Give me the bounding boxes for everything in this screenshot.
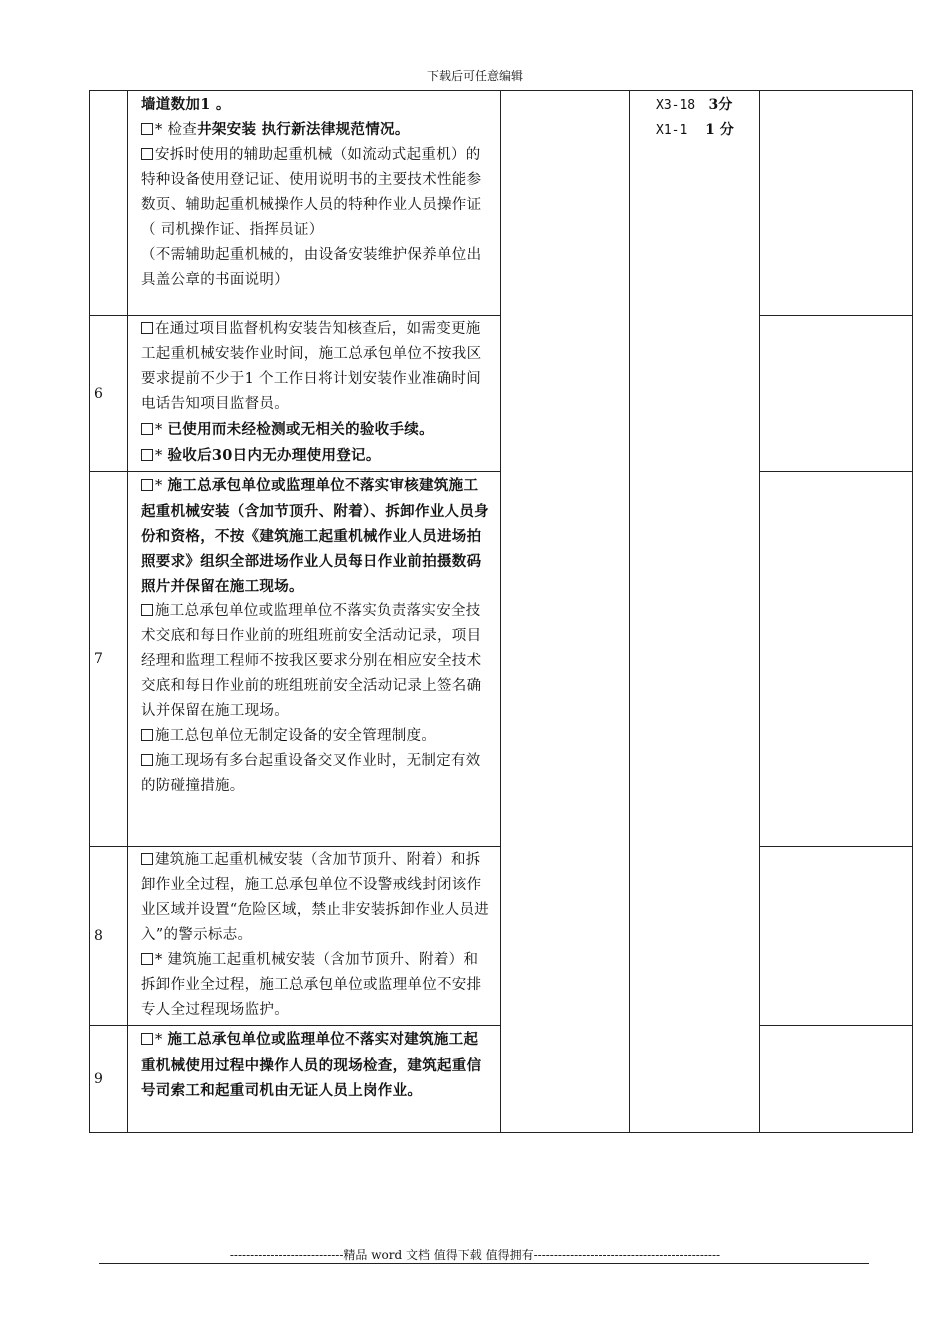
remark-cell: [760, 472, 913, 847]
check-item: [141, 417, 493, 443]
remark-cell: [760, 847, 913, 1026]
check-item: [141, 143, 493, 243]
score-code: X3-18: [656, 98, 696, 113]
item-text: 安拆时使用的辅助起重机械（如流动式起重机）的特种设备使用登记证、使用说明书的主要技术性能参数页、辅助起重机械操作人员的特种作业人员操作证（ 司机操作证、指挥员证）: [141, 147, 482, 238]
checkbox-icon: [141, 853, 153, 865]
row-content: [128, 91, 501, 316]
row-number: 6: [90, 316, 128, 472]
check-item: [141, 317, 493, 417]
remark-cell: [760, 91, 913, 316]
item-text: 施工总承包单位或监理单位不落实审核建筑施工起重机械安装（含加节顶升、附着）、拆卸作业人员身份和资格，不按《建筑施工起重机械作业人员进场拍照要求》组织全部进场作业人员每日作业前拍摄数码照片并保留在施工现场。: [141, 477, 489, 595]
item-text: 墙道数加1 。: [141, 96, 231, 113]
star-icon: *: [155, 122, 168, 138]
score-points: 3分: [708, 97, 733, 113]
checkbox-icon: [141, 148, 153, 160]
row-content: [128, 316, 501, 472]
checkbox-icon: [141, 754, 153, 766]
item-text: 建筑施工起重机械安装（含加节顶升、附着）和拆卸作业全过程，施工总承包单位或监理单位不安排专人全过程现场监护。: [141, 952, 482, 1018]
check-item: [141, 92, 493, 117]
page-header: 下载后可任意编辑: [426, 69, 523, 83]
star-icon: *: [155, 422, 168, 438]
check-item: [141, 443, 493, 469]
check-item: [141, 724, 493, 749]
table-row: [90, 91, 913, 316]
score-line: [656, 118, 759, 143]
item-prefix: 检查: [167, 122, 198, 138]
star-icon: *: [155, 1032, 168, 1048]
checkbox-icon: [141, 449, 153, 461]
star-icon: *: [155, 952, 168, 968]
row-number: 8: [90, 847, 128, 1026]
checkbox-icon: [141, 123, 153, 135]
remark-cell: [760, 1026, 913, 1133]
star-icon: *: [155, 448, 168, 464]
check-item: [141, 117, 493, 143]
check-item: [141, 599, 493, 724]
score-line: [656, 93, 759, 118]
row-content: [128, 847, 501, 1026]
score-points: 1 分: [705, 122, 734, 138]
item-text: 已使用而未经检测或无相关的验收手续。: [167, 421, 434, 438]
item-text: （不需辅助起重机械的，由设备安装维护保养单位出具盖公章的书面说明）: [141, 247, 482, 288]
checkbox-icon: [141, 423, 153, 435]
row-number: [90, 91, 128, 316]
item-text: 在通过项目监督机构安装告知核查后，如需变更施工起重机械安装作业时间，施工总承包单位不按我区要求提前不少于1 个工作日将计划安装作业准确时间电话告知项目监督员。: [141, 321, 482, 412]
check-item: [141, 1027, 493, 1103]
inspection-table: [89, 90, 913, 1133]
item-text: 井架安装 执行新法律规范情况。: [197, 121, 410, 138]
row-number: 7: [90, 472, 128, 847]
item-text: 施工总承包单位或监理单位不落实负责落实安全技术交底和每日作业前的班组班前安全活动记录，项目经理和监理工程师不按我区要求分别在相应安全技术交底和每日作业前的班组班前安全活动记录上签名确认并保留在施工现场。: [141, 603, 482, 719]
checkbox-icon: [141, 322, 153, 334]
checkbox-icon: [141, 1033, 153, 1045]
page-footer: ----------------------------精品 word 文档 值得下载 值得拥有----------------------------------------------: [229, 1248, 721, 1262]
check-item: [141, 243, 493, 293]
checkbox-icon: [141, 953, 153, 965]
checkbox-icon: [141, 729, 153, 741]
row-content: [128, 472, 501, 847]
check-item: [141, 749, 493, 799]
item-text: 施工总包单位无制定设备的安全管理制度。: [155, 728, 437, 744]
item-text: 施工总承包单位或监理单位不落实对建筑施工起重机械使用过程中操作人员的现场检查，建筑起重信号司索工和起重司机由无证人员上岗作业。: [141, 1031, 482, 1099]
item-text: 验收后30日内无办理使用登记。: [167, 447, 381, 464]
item-text: 施工现场有多台起重设备交叉作业时，无制定有效的防碰撞措施。: [141, 753, 481, 794]
checkbox-icon: [141, 604, 153, 616]
score-code: X1-1: [656, 123, 688, 138]
row-content: [128, 1026, 501, 1133]
check-item: [141, 948, 493, 1023]
footer-rule: [99, 1263, 869, 1264]
star-icon: *: [155, 478, 168, 494]
check-item: [141, 848, 493, 948]
checkbox-icon: [141, 479, 153, 491]
remark-cell: [760, 316, 913, 472]
item-text: 建筑施工起重机械安装（含加节顶升、附着）和拆卸作业全过程，施工总承包单位不设警戒线封闭该作业区域并设置“危险区域，禁止非安装拆卸作业人员进入”的警示标志。: [141, 852, 490, 943]
empty-cell: [501, 91, 630, 1133]
row-number: 9: [90, 1026, 128, 1133]
check-item: [141, 473, 493, 599]
score-cell: [630, 91, 760, 1133]
